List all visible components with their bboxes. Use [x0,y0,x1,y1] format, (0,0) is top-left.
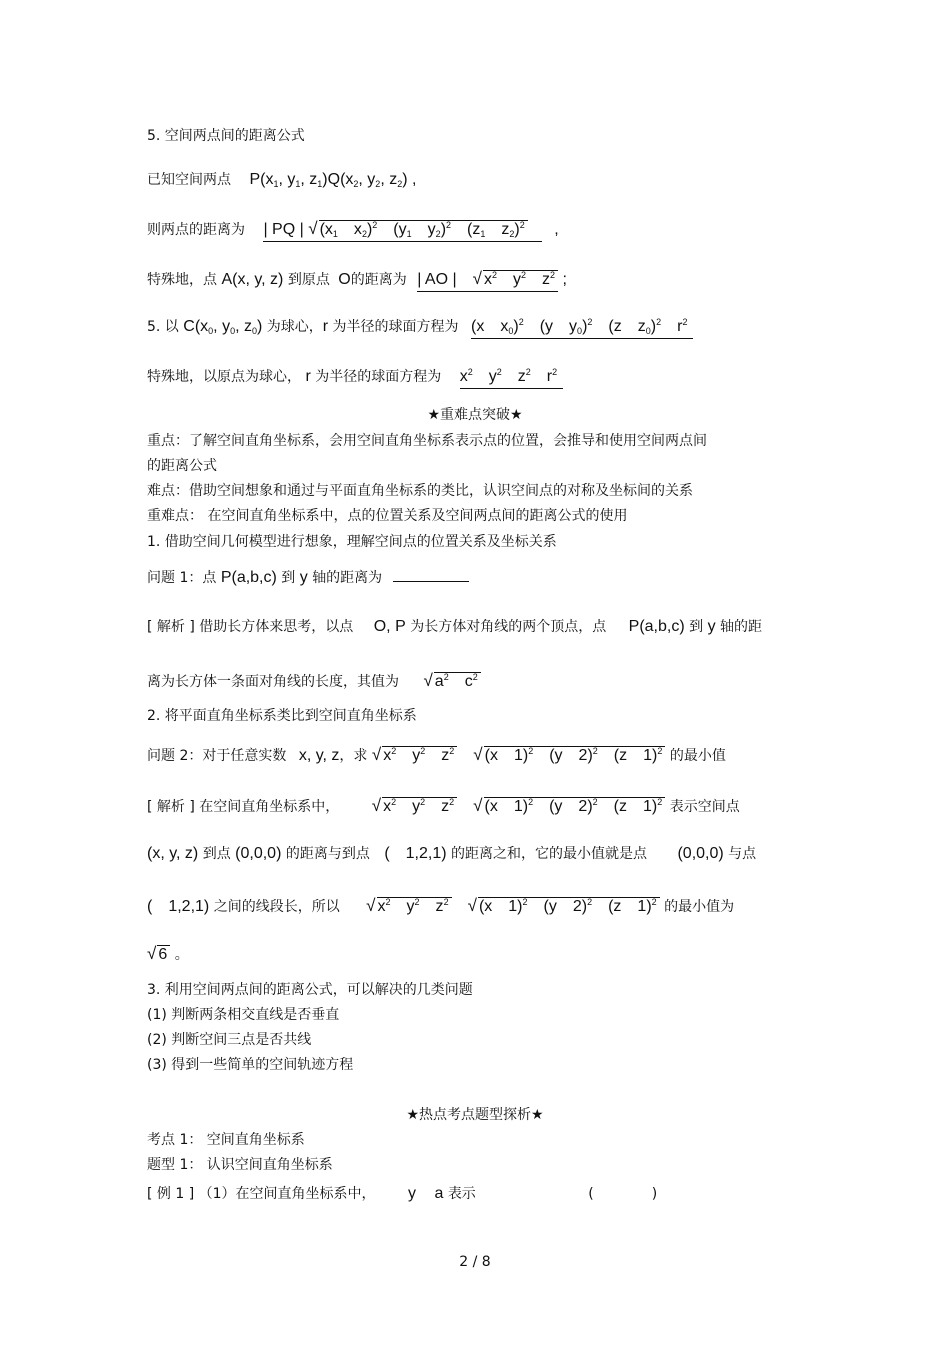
special2-text-b: 为半径的球面方程为 [315,369,442,385]
type-1: 题型 1： 认识空间直角坐标系 [147,1157,333,1173]
answer-paren-right: ) [651,1186,658,1202]
focus-line-2: 的距离公式 [147,458,217,474]
sphere-text-a: 5. 以 [147,319,179,335]
given-points-line [147,171,416,189]
a2-expr-2: √ $x^2$ $y^2$ $z^2$ √ (x 1)$^2$ (y 2)$^2$ (z 1)$^2$ [366,898,660,915]
q2-text-a: 问题 2：对于任意实数 [147,748,287,764]
points-op: O, P [373,618,406,635]
point-a: A(x, y, z) [221,271,284,288]
origin-distance-line: 特殊地，点 A(x, y, z) 到原点 O的距离为 | AO | √ $x^2$ $y^2$ $z^2$ ; [147,270,567,292]
special1-text-a: 特殊地，点 [147,272,217,288]
a1-text-d: 轴的距 [720,619,763,635]
sphere-text-c: 为半径的球面方程为 [332,319,459,335]
point-1: 考点 1： 空间直角坐标系 [147,1132,305,1148]
distance-formula: | PQ | √ ($x_1$ $x_2)^2$ ($y_1$ $y_2)^2$ ($z_1$ $z_2)^2$ [263,220,541,242]
a1-text-b: 为长方体对角线的两个顶点，点 [410,619,607,635]
a2-text-f: 与点 [728,846,757,862]
point-neg121: ( 1,2,1) [384,845,447,862]
special1-text-b: 到原点 [287,272,330,288]
hot-points-title: ★热点考点题型探析★ [406,1107,544,1123]
page-number: 2 / 8 [459,1254,491,1270]
special1-text-c: 的距离为 [350,272,407,288]
special2-text: 特殊地，以原点为球心， [147,369,301,385]
distance-text: 则两点的距离为 [147,222,245,238]
sphere-equation: (x $x_0)^2$ (y $y_0)^2$ (z $z_0)^2$ $r^2$ [471,318,693,339]
a1-text-c: 到 [689,619,704,635]
point-pabc: P(a,b,c) [220,569,277,586]
origin-distance-formula: | AO | √ $x^2$ $y^2$ $z^2$ [417,270,558,292]
a2-text-g: 之间的线段长，所以 [213,899,340,915]
analysis-2-line-2 [147,845,756,863]
sub-item-1: (1) 判断两条相交直线是否垂直 [147,1007,340,1023]
real-xyz: x, y, z [298,747,340,764]
origin-point-2: (0,0,0) [677,845,724,862]
radius-r: r [322,318,329,335]
a2-text-d: 的距离与到点 [285,846,370,862]
a2-text-c: 到点 [202,846,231,862]
answer-paren-left: ( [588,1186,594,1202]
origin-sphere-equation: $x^2$ $y^2$ $z^2$ $r^2$ [460,368,563,389]
ex1-text-a: [ 例 1 ] （1）在空间直角坐标系中， [147,1186,376,1202]
focus-line-1: 重点：了解空间直角坐标系，会用空间直角坐标系表示点的位置，会推导和使用空间两点间 [147,433,707,449]
ex1-y: y [408,1185,416,1202]
analysis-1-line-1 [147,618,762,636]
analysis-2-line-3 [147,897,734,916]
points-pq: $P(x_1$, $y_1$, $z_1)Q(x_2$, $y_2$, $z_2$) , [249,171,417,189]
a2-text-a: [ 解析 ] 在空间直角坐标系中， [147,799,340,815]
sub-item-2: (2) 判断空间三点是否共线 [147,1032,312,1048]
a2-expr: √ $x^2$ $y^2$ $z^2$ √ (x 1)$^2$ (y 2)$^2$ (z 1)$^2$ [372,798,666,815]
sqrt-a2-c2: √ $a^2$ $c^2$ [423,673,480,690]
y-axis: y [299,569,308,586]
radius-r-2: r [305,368,311,385]
analysis-2-line-4 [147,945,189,964]
point-pabc-2: P(a,b,c) [628,618,685,635]
difficult-line: 难点：借助空间想象和通过与平面直角坐标系的类比，认识空间点的对称及坐标间的关系 [147,483,693,499]
analysis-1-line-2 [147,672,481,691]
q1-text-c: 轴的距离为 [312,570,383,586]
q1-text-a: 问题 1：点 [147,570,217,586]
answer-blank [393,568,469,582]
question-2 [147,746,726,765]
a1-text-e: 离为长方体一条面对角线的长度，其值为 [147,674,399,690]
origin-sphere-line [147,368,563,389]
q2-expr: √ $x^2$ $y^2$ $z^2$ √ (x 1)$^2$ (y 2)$^2$ (z 1)$^2$ [372,747,666,764]
y-axis-2: y [707,618,716,635]
point-xyz: (x, y, z) [147,845,199,862]
a2-text-e: 的距离之和，它的最小值就是点 [451,846,648,862]
item-2: 2. 将平面直角坐标系类比到空间直角坐标系 [147,708,417,724]
sphere-text-b: 为球心， [266,319,323,335]
ex1-a: a [434,1185,444,1202]
item-1: 1. 借助空间几何模型进行想象，理解空间点的位置关系及坐标关系 [147,534,557,550]
sphere-equation-line [147,318,693,339]
given-text: 已知空间两点 [147,172,231,188]
a2-text-h: 的最小值为 [664,899,735,915]
sqrt-6: √ 6 [147,946,170,963]
key-difficult-line: 重难点： 在空间直角坐标系中，点的位置关系及空间两点间的距离公式的使用 [147,508,628,524]
example-1 [147,1185,657,1203]
item-3: 3. 利用空间两点间的距离公式，可以解决的几类问题 [147,982,473,998]
key-difficult-title: ★重难点突破★ [427,407,523,423]
a2-text-i: 。 [174,947,189,963]
distance-formula-line: 则两点的距离为 | PQ | √ ($x_1$ $x_2)^2$ ($y_1$ $y_2)^2$ ($z_1$ $z_2)^2$ , [147,220,559,242]
question-1 [147,568,469,587]
a2-text-b: 表示空间点 [669,799,740,815]
q2-text-b: ，求 [339,748,368,764]
q2-text-c: 的最小值 [669,748,726,764]
a1-text-a: [ 解析 ] 借助长方体来思考，以点 [147,619,354,635]
origin-o: O [338,271,351,288]
origin-point: (0,0,0) [235,845,282,862]
section-5-heading: 5. 空间两点间的距离公式 [147,128,305,144]
center-c: $C(x_0$, $y_0$, $z_0$) [183,318,263,336]
analysis-2-line-1 [147,797,740,816]
q1-text-b: 到 [281,570,296,586]
point-neg121-2: ( 1,2,1) [147,898,210,915]
sub-item-3: (3) 得到一些简单的空间轨迹方程 [147,1057,354,1073]
ex1-text-b: 表示 [447,1186,476,1202]
